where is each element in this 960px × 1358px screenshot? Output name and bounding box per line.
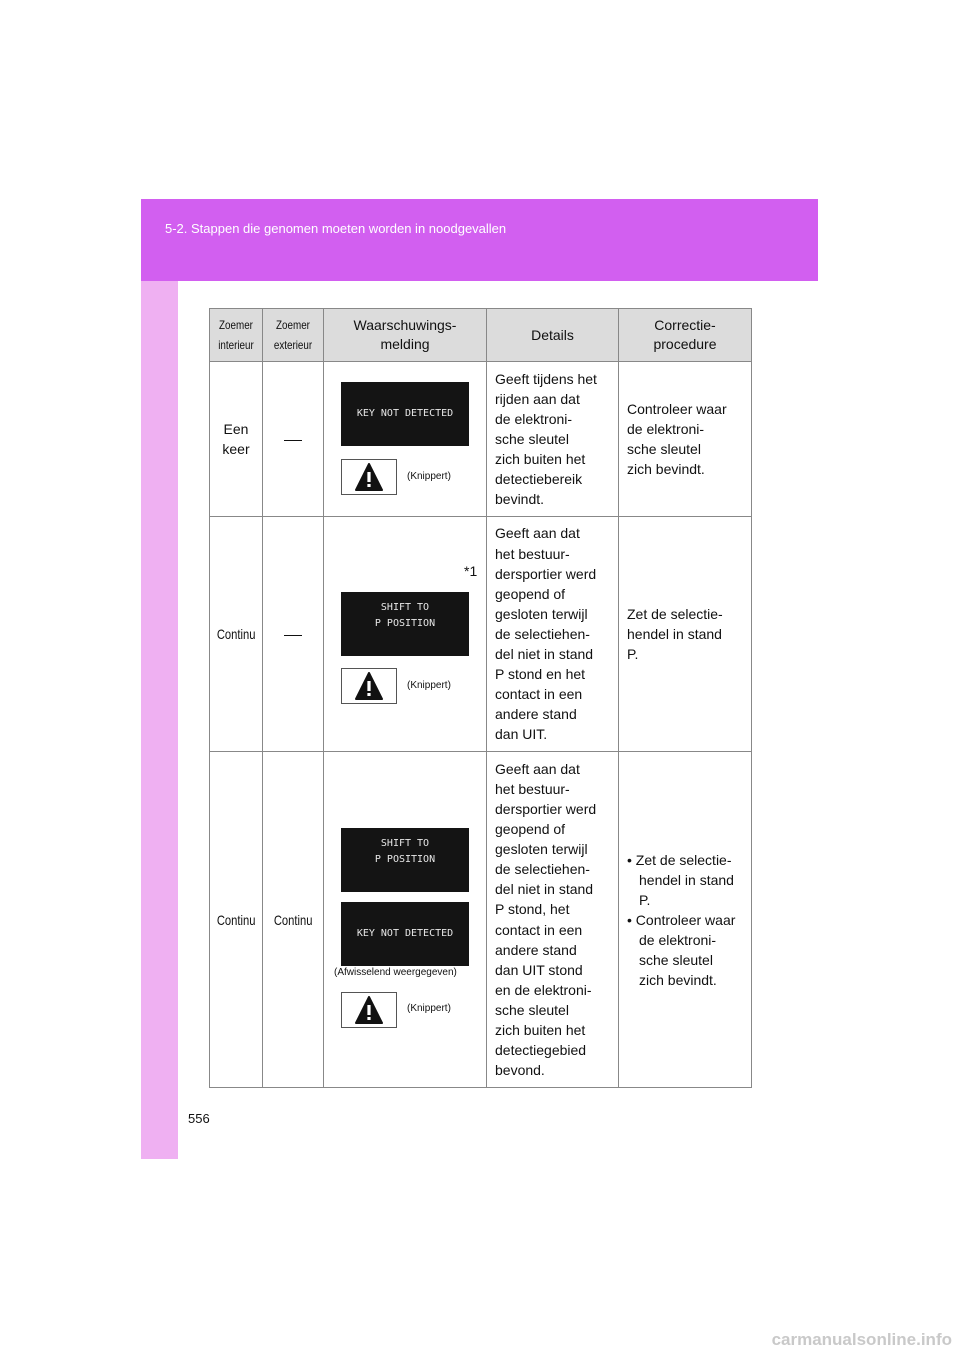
page-number: 556 bbox=[188, 1111, 210, 1126]
blink-label: (Knippert) bbox=[407, 1003, 451, 1014]
correction-cell: Controleer waar de elektroni- sche sleutel zich bevindt. bbox=[619, 362, 752, 517]
dash-mark bbox=[284, 635, 302, 636]
header-interior-buzzer: Zoemer interieur bbox=[210, 309, 263, 362]
section-header-bar bbox=[141, 199, 818, 281]
exterior-buzzer-cell bbox=[263, 362, 324, 517]
footnote-marker: *1 bbox=[464, 563, 478, 579]
header-details: Details bbox=[487, 309, 619, 362]
warning-table bbox=[209, 308, 752, 1088]
table-row bbox=[210, 362, 752, 517]
warning-triangle-icon bbox=[341, 668, 397, 704]
warning-display-cell bbox=[324, 362, 487, 517]
display-shift-to-p: SHIFT TO P POSITION bbox=[341, 592, 469, 656]
correction-cell: • Zet de selectie- hendel in stand P. • Controleer waar de elektroni- sche sleutel zich bevindt. bbox=[619, 752, 752, 1088]
display-key-not-detected: KEY NOT DETECTED bbox=[341, 382, 469, 446]
dash-mark bbox=[284, 440, 302, 441]
details-cell: Geeft aan dat het bestuur- dersportier werd geopend of gesloten terwijl de selectiehen- del niet in stand P stond, het contact in een andere stand dan UIT stond en de elektroni- sche sleutel zich buiten het detectiegebied bevond. bbox=[487, 752, 619, 1088]
watermark: carmanualsonline.info bbox=[771, 1330, 952, 1349]
correction-cell: Zet de selectie- hendel in stand P. bbox=[619, 517, 752, 752]
interior-buzzer-cell: Een keer bbox=[210, 362, 263, 517]
table-header-row bbox=[210, 309, 752, 362]
details-cell: Geeft tijdens het rijden aan dat de elektroni- sche sleutel zich buiten het detectiebereik bevindt. bbox=[487, 362, 619, 517]
side-margin-band bbox=[141, 199, 178, 1159]
alternating-label: (Afwisselend weergegeven) bbox=[334, 967, 457, 978]
table-row bbox=[210, 517, 752, 752]
display-shift-to-p: SHIFT TO P POSITION bbox=[341, 828, 469, 892]
table-row bbox=[210, 752, 752, 1088]
header-exterior-buzzer: Zoemer exterieur bbox=[263, 309, 324, 362]
details-cell: Geeft aan dat het bestuur- dersportier werd geopend of gesloten terwijl de selectiehen- del niet in stand P stond en het contact in een andere stand dan UIT. bbox=[487, 517, 619, 752]
display-key-not-detected: KEY NOT DETECTED bbox=[341, 902, 469, 966]
header-warning-message: Waarschuwings- melding bbox=[324, 309, 487, 362]
exterior-buzzer-cell: Continu bbox=[263, 752, 324, 1088]
interior-buzzer-cell: Continu bbox=[210, 517, 263, 752]
header-correction: Correctie- procedure bbox=[619, 309, 752, 362]
warning-triangle-icon bbox=[341, 992, 397, 1028]
warning-display-cell bbox=[324, 752, 487, 1088]
blink-label: (Knippert) bbox=[407, 680, 451, 691]
warning-display-cell bbox=[324, 517, 487, 752]
interior-buzzer-cell: Continu bbox=[210, 752, 263, 1088]
section-title: 5-2. Stappen die genomen moeten worden in noodgevallen bbox=[165, 221, 507, 236]
blink-label: (Knippert) bbox=[407, 471, 451, 482]
exterior-buzzer-cell bbox=[263, 517, 324, 752]
warning-triangle-icon bbox=[341, 459, 397, 495]
